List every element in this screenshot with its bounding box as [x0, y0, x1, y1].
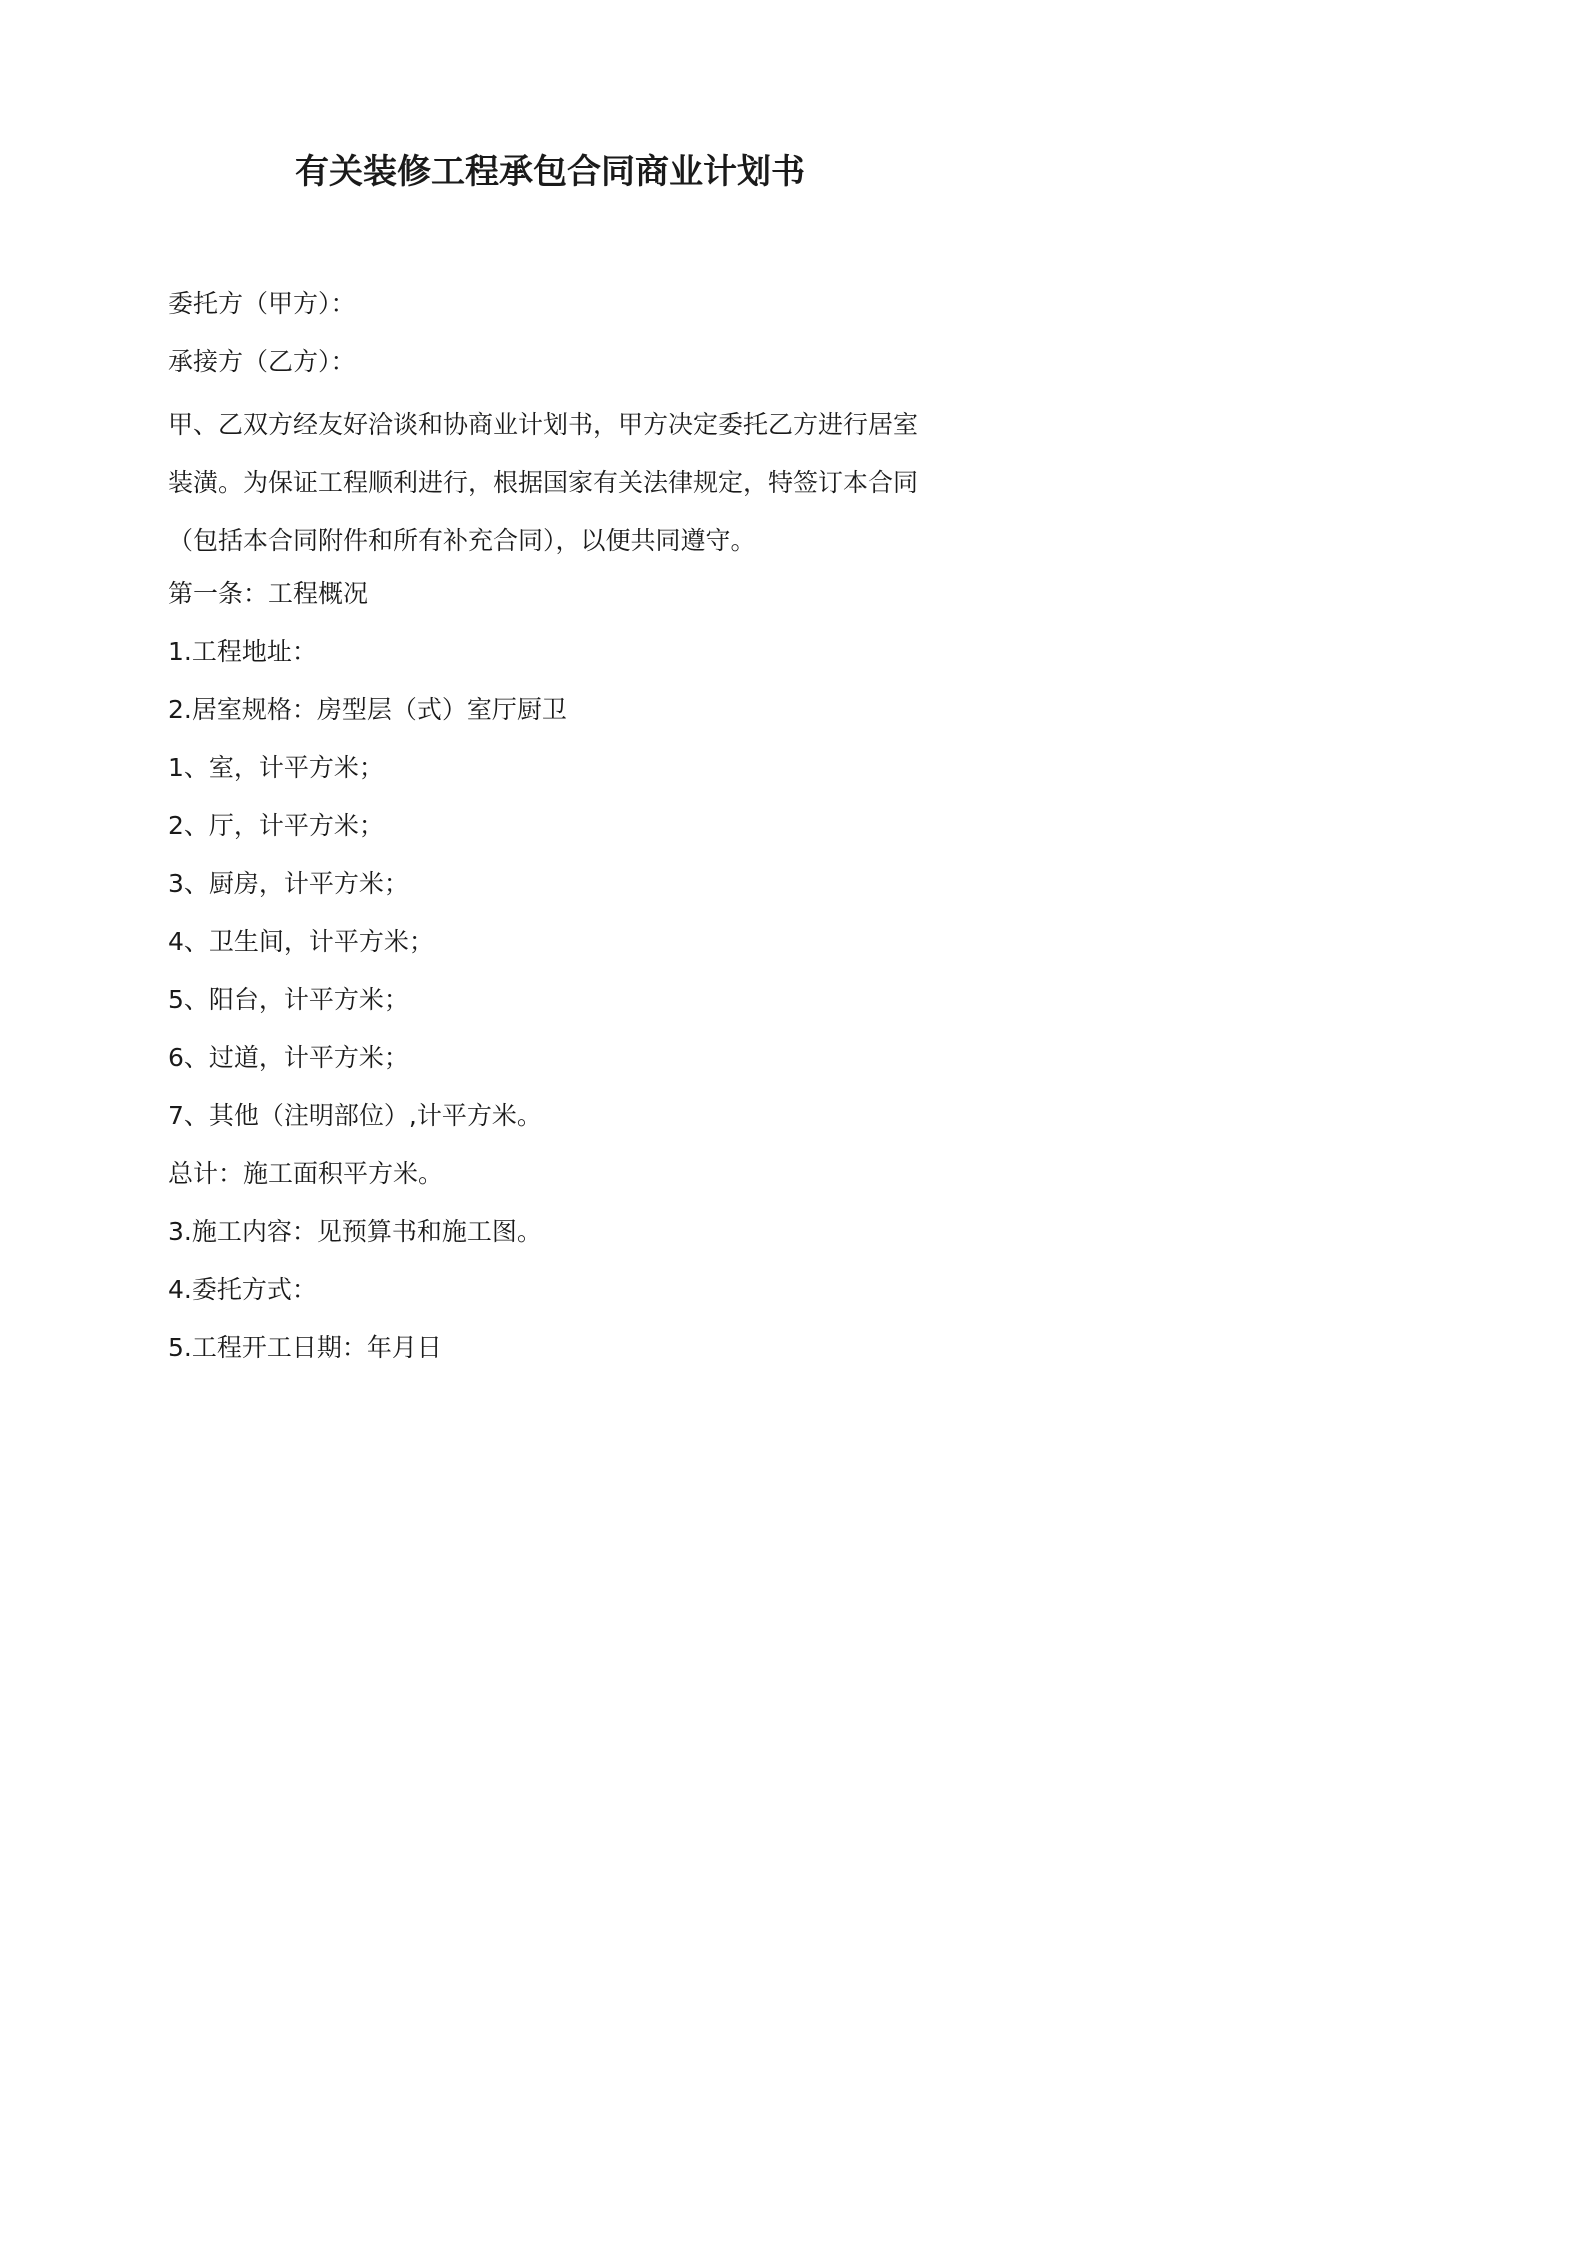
room-item: 6、过道，计平方米；: [168, 1043, 409, 1072]
intro-line: 装潢。为保证工程顺利进行，根据国家有关法律规定，特签订本合同: [168, 468, 919, 497]
party-a-line: 委托方（甲方）：: [168, 289, 356, 318]
document-title: 有关装修工程承包合同商业计划书: [295, 152, 805, 192]
room-item: 5、阳台，计平方米；: [168, 985, 409, 1014]
room-item: 3、厨房，计平方米；: [168, 869, 409, 898]
intro-line: （包括本合同附件和所有补充合同），以便共同遵守。: [168, 526, 756, 555]
item-commission-method: 4.委托方式：: [168, 1275, 317, 1304]
room-item: 2、厅，计平方米；: [168, 811, 384, 840]
article-1-heading: 第一条：工程概况: [168, 579, 369, 608]
document-body: [168, 280, 948, 1382]
room-item: 7、其他（注明部位）,计平方米。: [168, 1101, 542, 1130]
room-item: 1、室，计平方米；: [168, 753, 384, 782]
room-item: 4、卫生间，计平方米；: [168, 927, 434, 956]
intro-paragraph: [168, 396, 948, 570]
total-area-line: 总计：施工面积平方米。: [168, 1159, 444, 1188]
item-room-spec: 2.居室规格：房型层（式）室厅厨卫: [168, 695, 567, 724]
item-start-date: 5.工程开工日期：年月日: [168, 1333, 442, 1362]
document-page: [0, 0, 1100, 1556]
item-work-content: 3.施工内容：见预算书和施工图。: [168, 1217, 542, 1246]
intro-line: 甲、乙双方经友好洽谈和协商业计划书，甲方决定委托乙方进行居室: [168, 410, 919, 439]
party-b-line: 承接方（乙方）：: [168, 347, 356, 376]
item-project-address: 1.工程地址：: [168, 637, 317, 666]
